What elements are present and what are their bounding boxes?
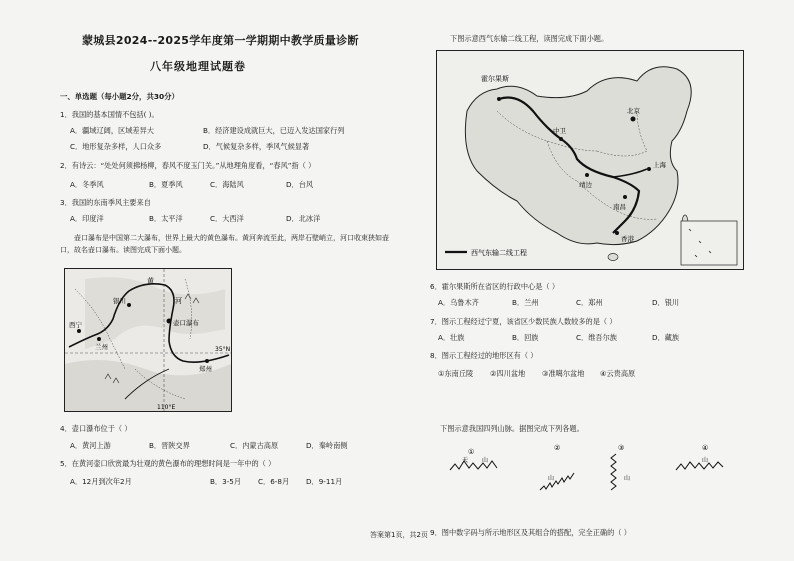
label-khorgas: 霍尔果斯 <box>481 75 509 83</box>
q8-option-3: ③准噶尔盆地 <box>542 369 585 378</box>
mountain-1 <box>450 448 497 470</box>
exam-subtitle: 八年级地理试题卷 <box>150 60 246 73</box>
mountain-1-number: ① <box>468 448 475 456</box>
label-lanzhou: 兰州 <box>95 343 108 351</box>
intro-mountains: 下图示意我国四列山脉。据图完成下列各题。 <box>440 424 584 433</box>
mountain-1-label-a: 天 <box>462 457 469 464</box>
q7-stem: 7．图示工程经过宁夏，该省区少数民族人数较多的是（ ） <box>430 317 617 326</box>
q2-option-a: A．冬季风 <box>70 180 104 189</box>
q8-option-2: ②四川盆地 <box>490 369 526 378</box>
mountain-3-number: ③ <box>618 444 625 452</box>
q4-option-c: C．内蒙古高原 <box>230 441 279 450</box>
label-hukou: 壶口瀑布 <box>173 319 199 327</box>
mountain-3-label: 山 <box>624 475 631 482</box>
q2-option-c: C．海陆风 <box>210 180 244 189</box>
q1-option-a: A．疆域辽阔，区域差异大 <box>70 126 154 135</box>
hukou-map-graphic <box>65 269 231 411</box>
mountain-4-number: ④ <box>702 444 709 452</box>
pipeline-map-graphic <box>437 51 743 269</box>
q4-stem: 4．壶口瀑布位于（ ） <box>60 424 132 433</box>
q5-stem: 5．在黄河壶口欣赏最为壮观的黄色瀑布的理想时间是一年中的（ ） <box>60 459 276 468</box>
mountain-4-label: 山 <box>702 457 709 464</box>
label-yinchuan: 银川 <box>113 297 126 305</box>
label-jingbian: 靖边 <box>579 181 592 189</box>
q4-option-a: A．黄河上游 <box>70 441 111 450</box>
label-zhengzhou: 郑州 <box>199 365 212 373</box>
q3-option-c: C．大西洋 <box>210 214 244 223</box>
mountain-4 <box>676 444 723 470</box>
passage-hukou: 壶口瀑布是中国第二大瀑布，世界上最大的黄色瀑布。黄河奔流至此，两岸石壁峭立，河口收束狭如壶口，故名壶口瀑布。读图完成下面小题。 <box>60 234 389 254</box>
q3-option-b: B．太平洋 <box>149 214 183 223</box>
q5-option-c: C．6-8月 <box>258 477 290 486</box>
label-shanghai: 上海 <box>653 161 666 169</box>
section-heading: 一、单选题（每小题2分，共30分） <box>60 92 179 101</box>
q6-option-a: A．乌鲁木齐 <box>438 298 479 307</box>
page-footer: 答案第1页，共2页 <box>370 531 428 539</box>
q1-stem: 1．我国的基本国情不包括( )。 <box>60 110 159 119</box>
q8-stem: 8．图示工程经过的地形区有（ ） <box>430 351 538 360</box>
legend-label: 西气东输二线工程 <box>471 249 527 257</box>
label-yellow-river-1: 黄 <box>147 277 154 285</box>
exam-title: 蒙城县2024--2025学年度第一学期期中教学质量诊断 <box>82 34 359 47</box>
label-xining: 西宁 <box>69 321 82 329</box>
mountain-2-label: 山 <box>548 475 555 482</box>
q6-option-b: B．兰州 <box>512 298 539 307</box>
q5-option-d: D．9-11月 <box>306 477 343 486</box>
q5-option-a: A．12月到次年2月 <box>70 477 132 486</box>
q3-option-a: A．印度洋 <box>70 214 104 223</box>
label-latitude: 35°N <box>215 346 231 353</box>
intro-pipeline: 下图示意西气东输二线工程，读图完成下面小题。 <box>450 34 609 43</box>
q5-option-b: B．3-5月 <box>210 477 242 486</box>
mountain-1-label-b: 山 <box>482 457 489 464</box>
q7-option-b: B．回族 <box>512 333 539 342</box>
q2-stem: 2．有诗云：“处处何须拂杨柳，春风不度玉门关。”从地理角度看，“春风”指（ ） <box>60 161 316 170</box>
q1-option-c: C．地形复杂多样，人口众多 <box>70 142 162 151</box>
q6-option-c: C．郑州 <box>576 298 603 307</box>
q3-stem: 3．我国的东南季风主要来自 <box>60 198 151 207</box>
q7-option-a: A．壮族 <box>438 333 465 342</box>
pipeline-map <box>436 50 744 270</box>
q6-stem: 6．霍尔果斯所在省区的行政中心是（ ） <box>430 282 560 291</box>
label-beijing: 北京 <box>627 107 640 115</box>
q7-option-c: C．维吾尔族 <box>576 333 617 342</box>
q2-option-d: D．台风 <box>286 180 314 189</box>
q1-option-d: D．气候复杂多样，季风气候显著 <box>203 142 310 151</box>
label-longitude: 110°E <box>157 404 176 411</box>
q8-option-4: ④云贵高原 <box>600 369 636 378</box>
label-hongkong: 香港 <box>621 235 634 243</box>
mountain-3 <box>611 444 630 490</box>
mountain-2-number: ② <box>554 444 561 452</box>
q4-option-b: B．晋陕交界 <box>149 441 190 450</box>
label-zhongwei: 中卫 <box>553 127 566 135</box>
q7-option-d: D．藏族 <box>652 333 680 342</box>
q1-option-b: B．经济建设成就巨大，已迈入发达国家行列 <box>203 126 345 135</box>
hukou-map <box>64 268 232 412</box>
q3-option-d: D．北冰洋 <box>286 214 321 223</box>
mountain-2 <box>540 444 574 490</box>
mountain-diagrams <box>440 440 750 510</box>
q9-stem: 9．图中数字码与所示地形区及其组合的搭配，完全正确的（ ） <box>430 528 631 537</box>
q4-option-d: D．秦岭南侧 <box>306 441 348 450</box>
label-nanchang: 南昌 <box>613 203 626 211</box>
q6-option-d: D．银川 <box>652 298 680 307</box>
q2-option-b: B．夏季风 <box>149 180 183 189</box>
q8-option-1: ①东南丘陵 <box>438 369 474 378</box>
label-yellow-river-2: 河 <box>175 297 182 305</box>
